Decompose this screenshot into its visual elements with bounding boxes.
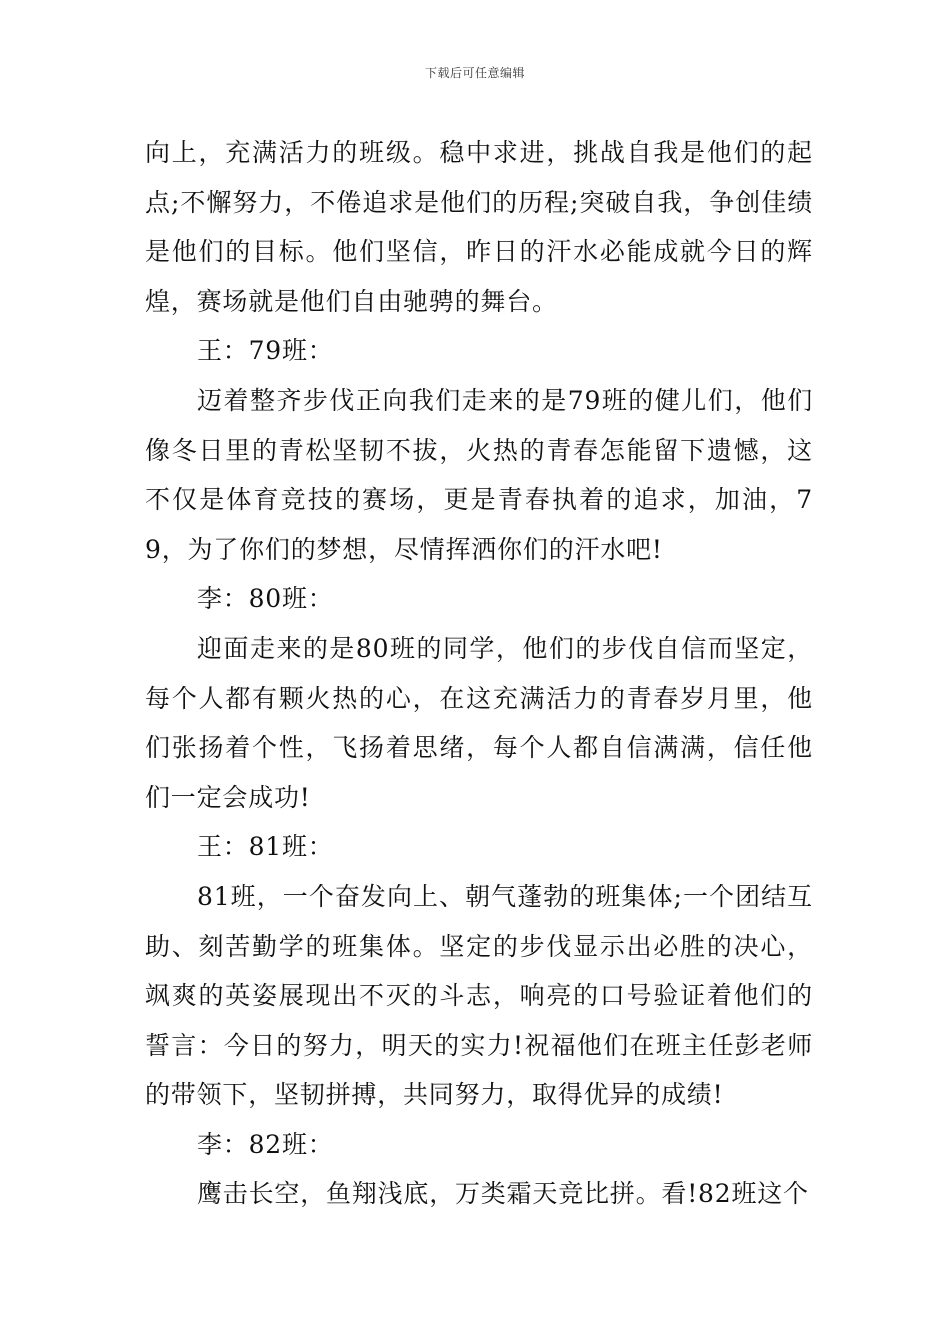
speaker-line-wang-79: 王：79班： xyxy=(197,336,334,366)
speaker-line-wang-81: 王：81班： xyxy=(197,832,334,862)
paragraph-class-79: 迈着整齐步伐正向我们走来的是79班的健儿们，他们像冬日里的青松坚韧不拔，火热的青春怎能留下遗憾，这不仅是体育竞技的赛场，更是青春执着的追求，加油，79，为了你们的梦想，尽情挥洒你们的汗水吧! xyxy=(145,385,813,564)
speaker-line-li-82: 李：82班： xyxy=(197,1129,334,1159)
paragraph-continuation: 向上，充满活力的班级。稳中求进，挑战自我是他们的起点;不懈努力，不倦追求是他们的历程;突破自我，争创佳绩是他们的目标。他们坚信，昨日的汗水必能成就今日的辉煌，赛场就是他们自由驰骋的舞台。 xyxy=(145,138,813,316)
paragraph-class-80: 迎面走来的是80班的同学，他们的步伐自信而坚定，每个人都有颗火热的心，在这充满活力的青春岁月里，他们张扬着个性，飞扬着思绪，每个人都自信满满，信任他们一定会成功! xyxy=(145,633,813,812)
page-header: 下载后可任意编辑 xyxy=(424,66,525,80)
paragraph-class-81: 81班，一个奋发向上、朝气蓬勃的班集体;一个团结互助、刻苦勤学的班集体。坚定的步伐显示出必胜的决心，飒爽的英姿展现出不灭的斗志，响亮的口号验证着他们的誓言：今日的努力，明天的实力!祝福他们在班主任彭老师的带领下，坚韧拼搏，共同努力，取得优异的成绩! xyxy=(145,881,813,1110)
document-body xyxy=(145,128,813,1219)
paragraph-class-82: 鹰击长空，鱼翔浅底，万类霜天竞比拼。看!82班这个 xyxy=(197,1179,809,1209)
speaker-line-li-80: 李：80班： xyxy=(197,584,334,614)
